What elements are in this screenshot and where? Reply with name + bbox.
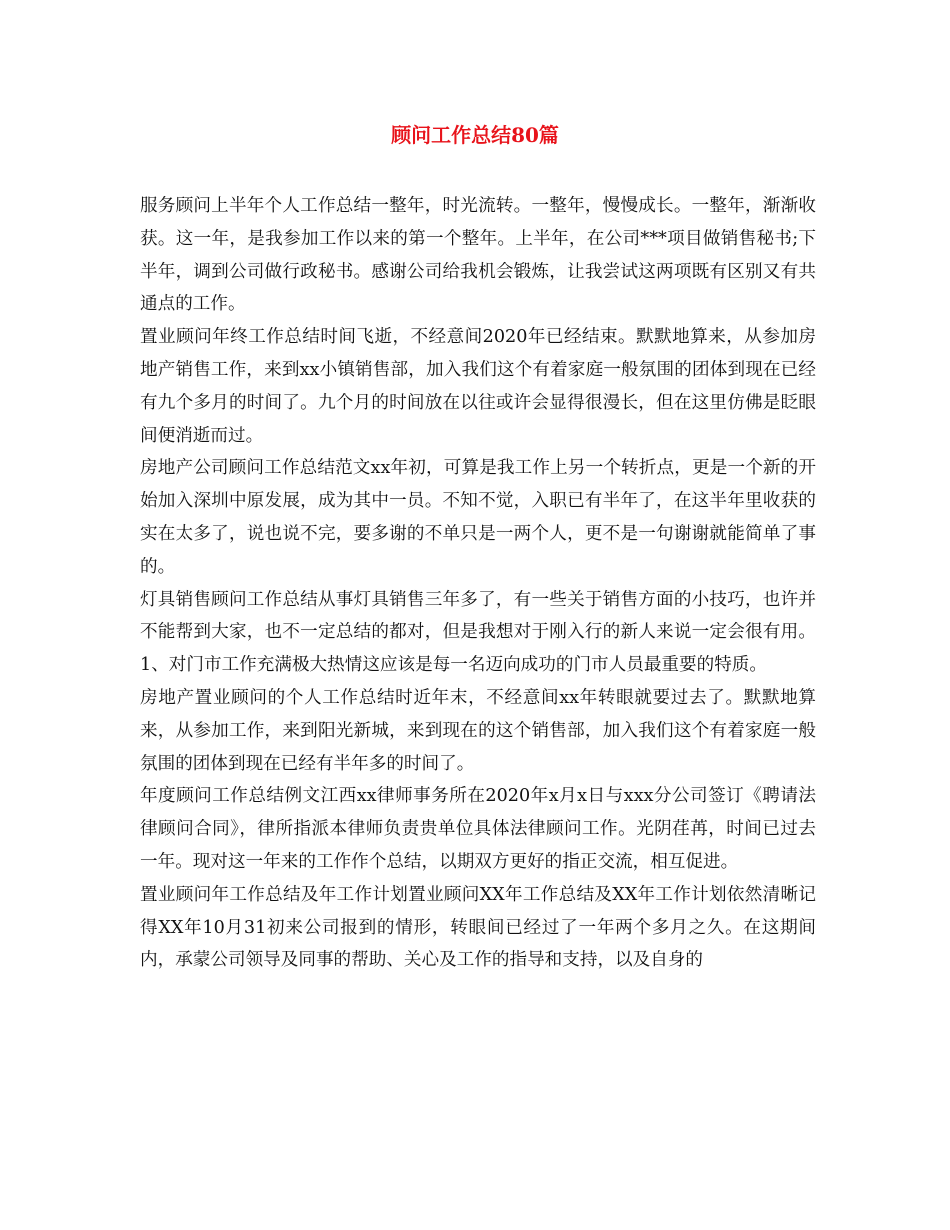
- paragraph: 房地产置业顾问的个人工作总结时近年末，不经意间xx年转眼就要过去了。默默地算来，从参加工作，来到阳光新城，来到现在的这个销售部，加入我们这个有着家庭一般氛围的团体到现在已经有半年多的时间了。: [140, 687, 816, 774]
- paragraph: 服务顾问上半年个人工作总结一整年，时光流转。一整年，慢慢成长。一整年，渐渐收获。这一年，是我参加工作以来的第一个整年。上半年，在公司***项目做销售秘书;下半年，调到公司做行政秘书。感谢公司给我机会锻炼，让我尝试这两项既有区别又有共通点的工作。: [140, 196, 816, 315]
- paragraph: 年度顾问工作总结例文江西xx律师事务所在2020年x月x日与xxx分公司签订《聘请法律顾问合同》，律所指派本律师负责贵单位具体法律顾问工作。光阴荏苒，时间已过去一年。现对这一年来的工作作个总结，以期双方更好的指正交流，相互促进。: [140, 786, 816, 872]
- paragraph: 房地产公司顾问工作总结范文xx年初，可算是我工作上另一个转折点，更是一个新的开始加入深圳中原发展，成为其中一员。不知不觉，入职已有半年了，在这半年里收获的实在太多了，说也说不完，要多谢的不单只是一两个人，更不是一句谢谢就能简单了事的。: [140, 458, 816, 577]
- document-title: 顾问工作总结80篇: [391, 123, 559, 147]
- document-body: [140, 190, 816, 977]
- paragraph: 置业顾问年工作总结及年工作计划置业顾问XX年工作总结及XX年工作计划依然清晰记得XX年10月31初来公司报到的情形，转眼间已经过了一年两个多月之久。在这期间内，承蒙公司领导及同事的帮助、关心及工作的指导和支持，以及自身的: [140, 884, 816, 971]
- paragraph: 置业顾问年终工作总结时间飞逝，不经意间2020年已经结束。默默地算来，从参加房地产销售工作，来到xx小镇销售部，加入我们这个有着家庭一般氛围的团体到现在已经有九个多月的时间了。九个月的时间放在以往或许会显得很漫长，但在这里仿佛是眨眼间便消逝而过。: [140, 327, 816, 446]
- paragraph: 灯具销售顾问工作总结从事灯具销售三年多了，有一些关于销售方面的小技巧，也许并不能帮到大家，也不一定总结的都对，但是我想对于刚入行的新人来说一定会很有用。1、对门市工作充满极大热情这应该是每一名迈向成功的门市人员最重要的特质。: [140, 589, 816, 676]
